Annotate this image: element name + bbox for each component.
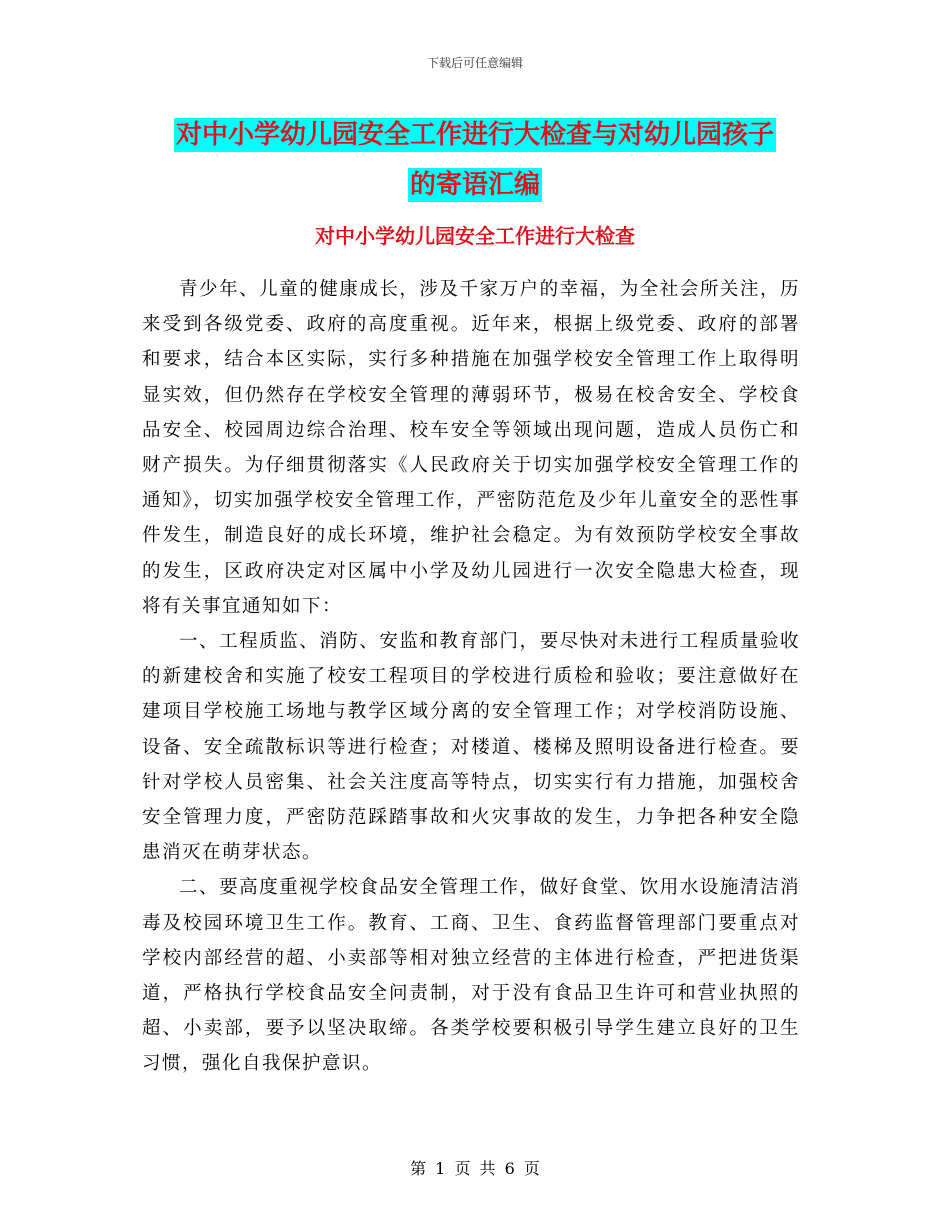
paragraph-item-1: 一、工程质监、消防、安监和教育部门，要尽快对未进行工程质量验收的新建校舍和实施了校安工程项目的学校进行质检和验收；要注意做好在建项目学校施工场地与教学区域分离的安全管理工作；对学校消防设施、设备、安全疏散标识等进行检查；对楼道、楼梯及照明设备进行检查。要针对学校人员密集、社会关注度高等特点，切实实行有力措施，加强校舍安全管理力度，严密防范踩踏事故和火灾事故的发生，力争把各种安全隐患消灭在萌芽状态。 — [142, 631, 800, 864]
paragraph-item-2: 二、要高度重视学校食品安全管理工作，做好食堂、饮用水设施清洁消毒及校园环境卫生工作。教育、工商、卫生、食药监督管理部门要重点对学校内部经营的超、小卖部等相对独立经营的主体进行检查，严把进货渠道，严格执行学校食品安全问责制，对于没有食品卫生许可和营业执照的超、小卖部，要予以坚决取缔。各类学校要积极引导学生建立良好的卫生习惯，强化自我保护意识。 — [142, 877, 800, 1075]
document-title-line-1: 对中小学幼儿园安全工作进行大检查与对幼儿园孩子 — [175, 120, 774, 150]
document-title — [0, 110, 950, 210]
section-title: 对中小学幼儿园安全工作进行大检查 — [315, 224, 635, 248]
header-note: 下载后可任意编辑 — [426, 56, 523, 70]
document-title-line-2: 的寄语汇编 — [409, 170, 540, 200]
page-footer: 第 1 页 共 6 页 — [410, 1159, 540, 1178]
body-text — [142, 272, 800, 1082]
paragraph-intro: 青少年、儿童的健康成长，涉及千家万户的幸福，为全社会所关注，历来受到各级党委、政府的高度重视。近年来，根据上级党委、政府的部署和要求，结合本区实际，实行多种措施在加强学校安全管理工作上取得明显实效，但仍然存在学校安全管理的薄弱环节，极易在校舍安全、学校食品安全、校园周边综合治理、校车安全等领域出现问题，造成人员伤亡和财产损失。为仔细贯彻落实《人民政府关于切实加强学校安全管理工作的通知》，切实加强学校安全管理工作，严密防范危及少年儿童安全的恶性事件发生，制造良好的成长环境，维护社会稳定。为有效预防学校安全事故的发生，区政府决定对区属中小学及幼儿园进行一次安全隐患大检查，现将有关事宜通知如下： — [142, 279, 800, 617]
